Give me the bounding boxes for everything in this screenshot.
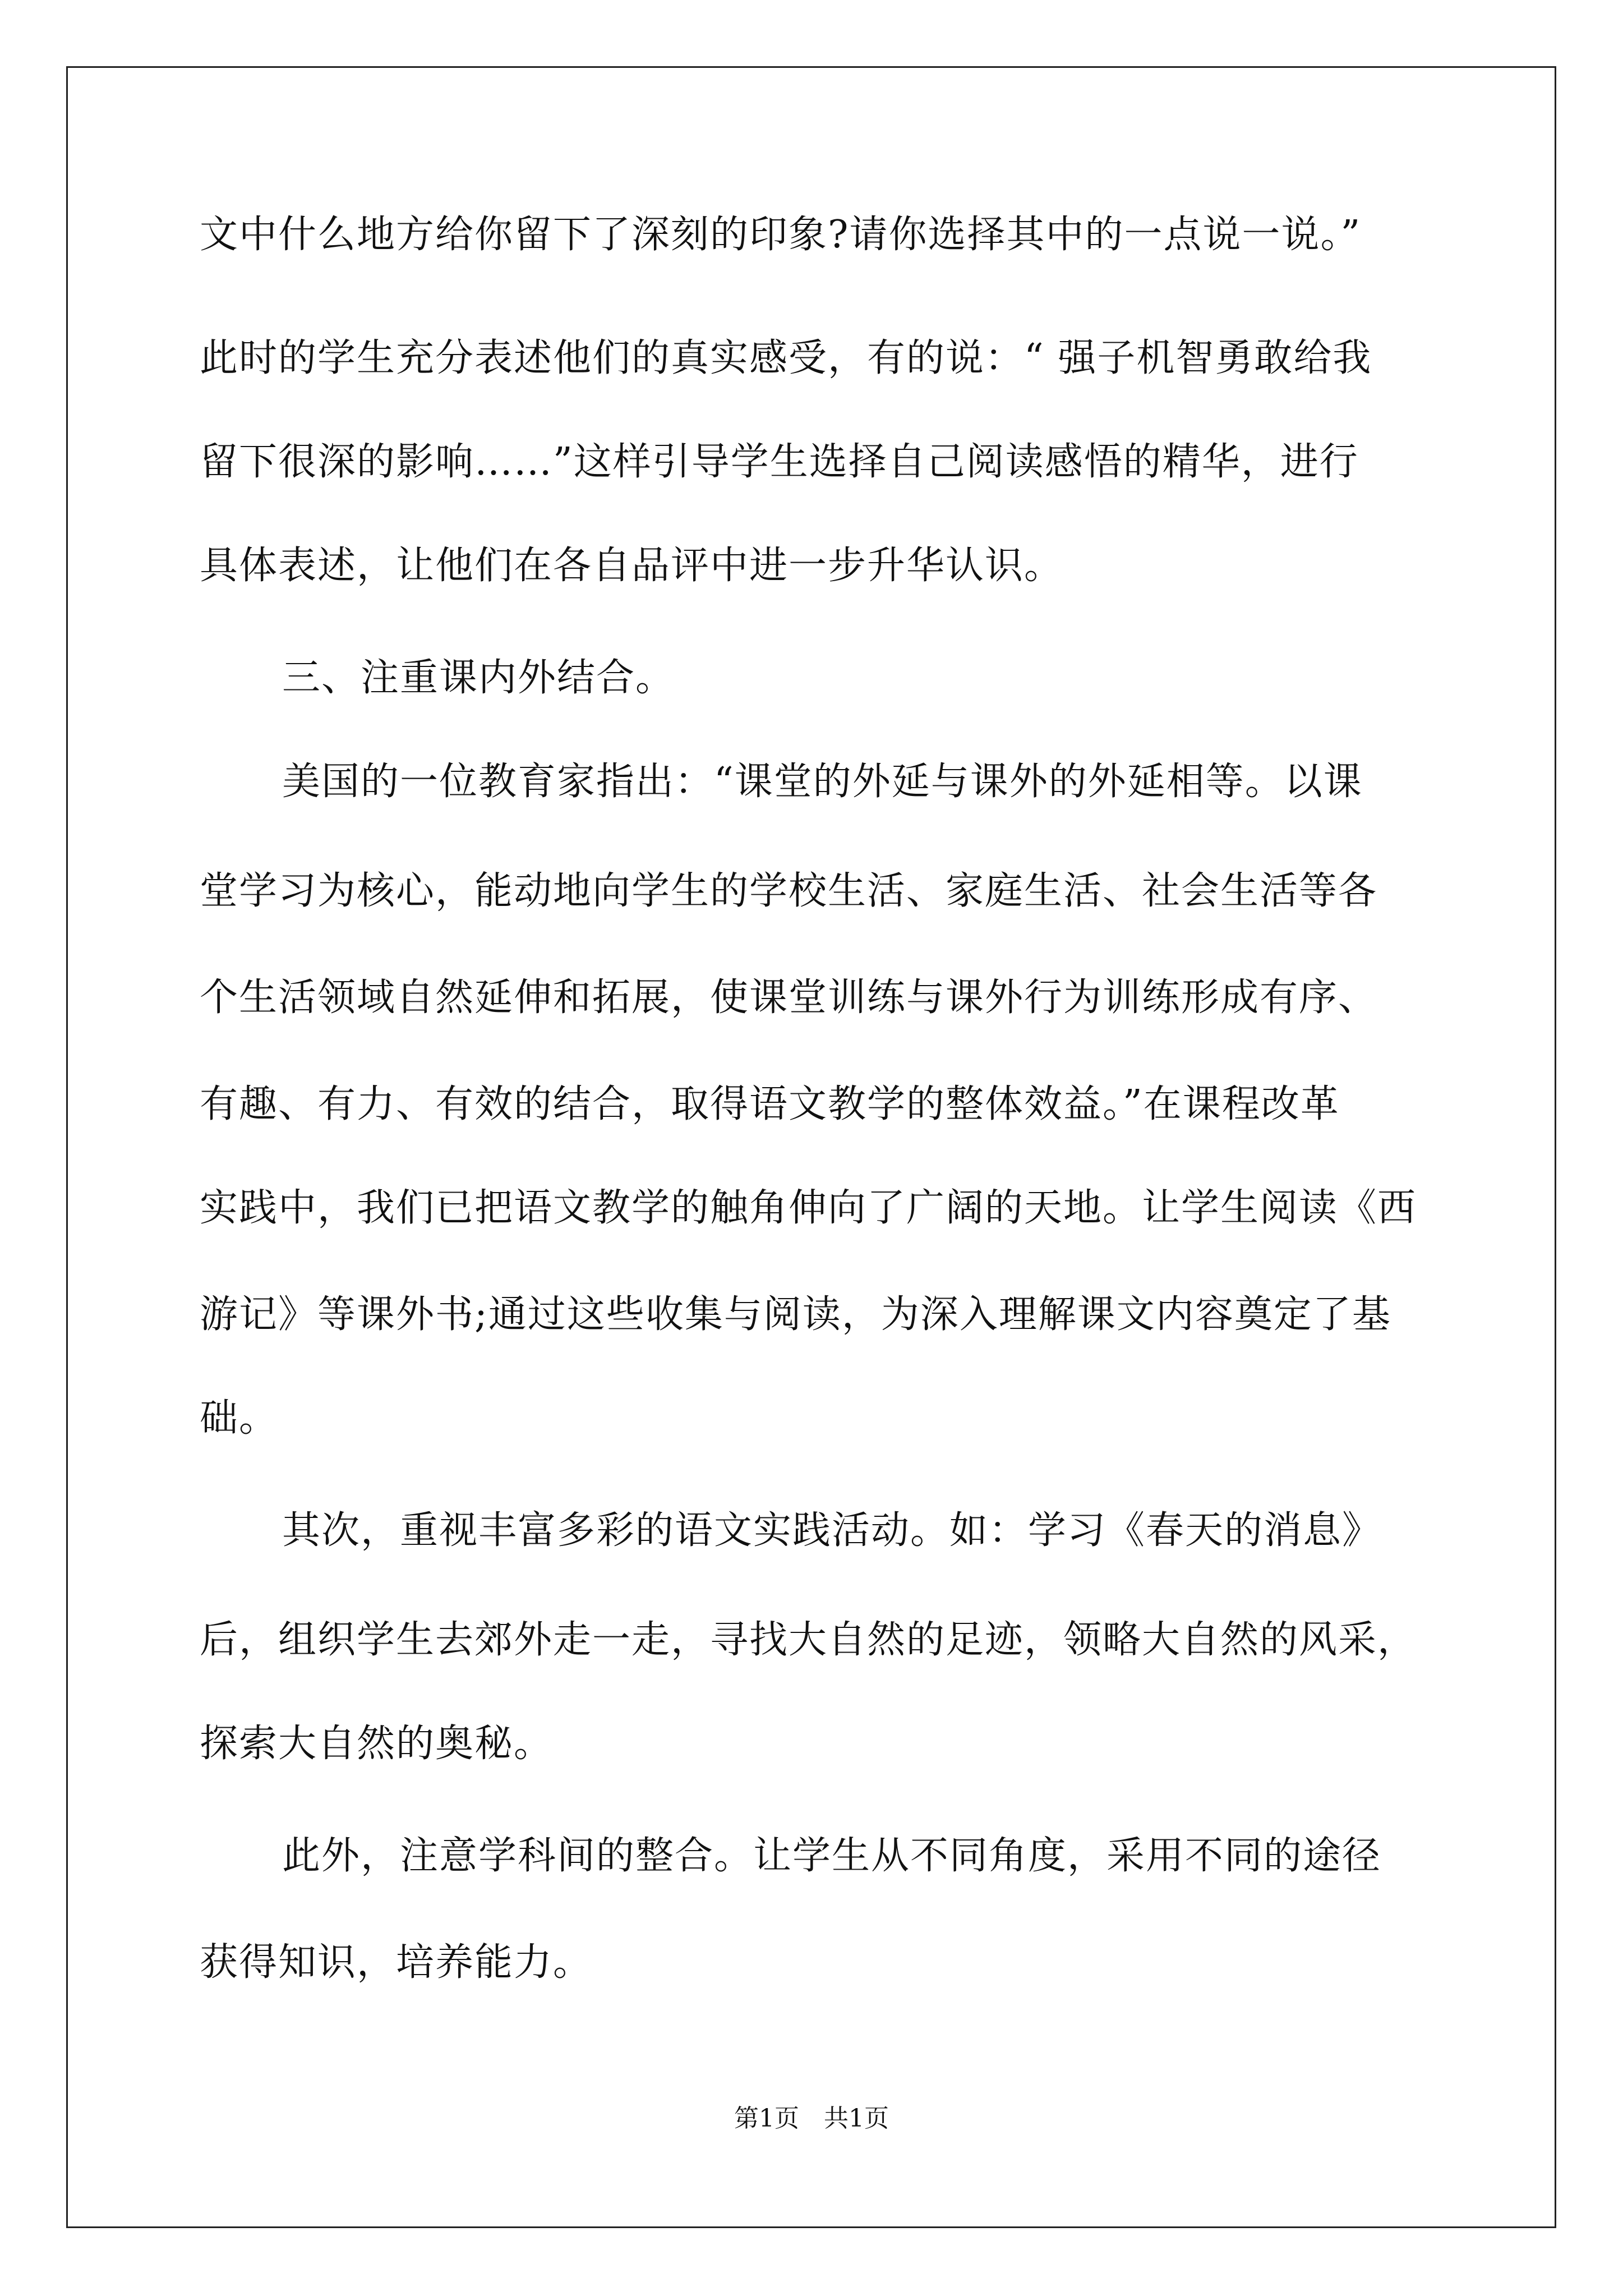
- paragraph-line: 后，组织学生去郊外走一走，寻找大自然的足迹，领略大自然的风采，: [200, 1618, 1417, 1662]
- paragraph-line: 探索大自然的奥秘。: [200, 1722, 554, 1766]
- paragraph-line: 游记》等课外书;通过这些收集与阅读，为深入理解课文内容奠定了基: [200, 1292, 1391, 1337]
- paragraph-line: 此时的学生充分表述他们的真实感受，有的说：“ 强子机智勇敢给我: [200, 336, 1372, 380]
- paragraph-line: 获得知识，培养能力。: [200, 1940, 593, 1985]
- paragraph-line: 美国的一位教育家指出：“课堂的外延与课外的外延相等。以课: [282, 760, 1363, 804]
- paragraph-line: 有趣、有力、有效的结合，取得语文教学的整体效益。”在课程改革: [200, 1082, 1340, 1126]
- paragraph-line: 实践中，我们已把语文教学的触角伸向了广阔的天地。让学生阅读《西: [200, 1186, 1417, 1230]
- page-footer: 第1页 共1页: [734, 2104, 889, 2133]
- paragraph-line: 堂学习为核心，能动地向学生的学校生活、家庭生活、社会生活等各: [200, 869, 1378, 913]
- paragraph-line: 留下很深的影响……”这样引导学生选择自己阅读感悟的精华，进行: [200, 440, 1359, 484]
- paragraph-line: 具体表述，让他们在各自品评中进一步升华认识。: [200, 544, 1064, 588]
- paragraph-line: 其次，重视丰富多彩的语文实践活动。如：学习《春天的消息》: [282, 1508, 1382, 1553]
- paragraph-line: 础。: [200, 1396, 279, 1441]
- paragraph-line: 文中什么地方给你留下了深刻的印象?请你选择其中的一点说一说。”: [200, 213, 1362, 257]
- section-heading: 三、注重课内外结合。: [282, 656, 675, 700]
- paragraph-line: 此外，注意学科间的整合。让学生从不同角度，采用不同的途径: [282, 1834, 1382, 1878]
- page-border: [66, 66, 1556, 2228]
- paragraph-line: 个生活领域自然延伸和拓展，使课堂训练与课外行为训练形成有序、: [200, 976, 1378, 1020]
